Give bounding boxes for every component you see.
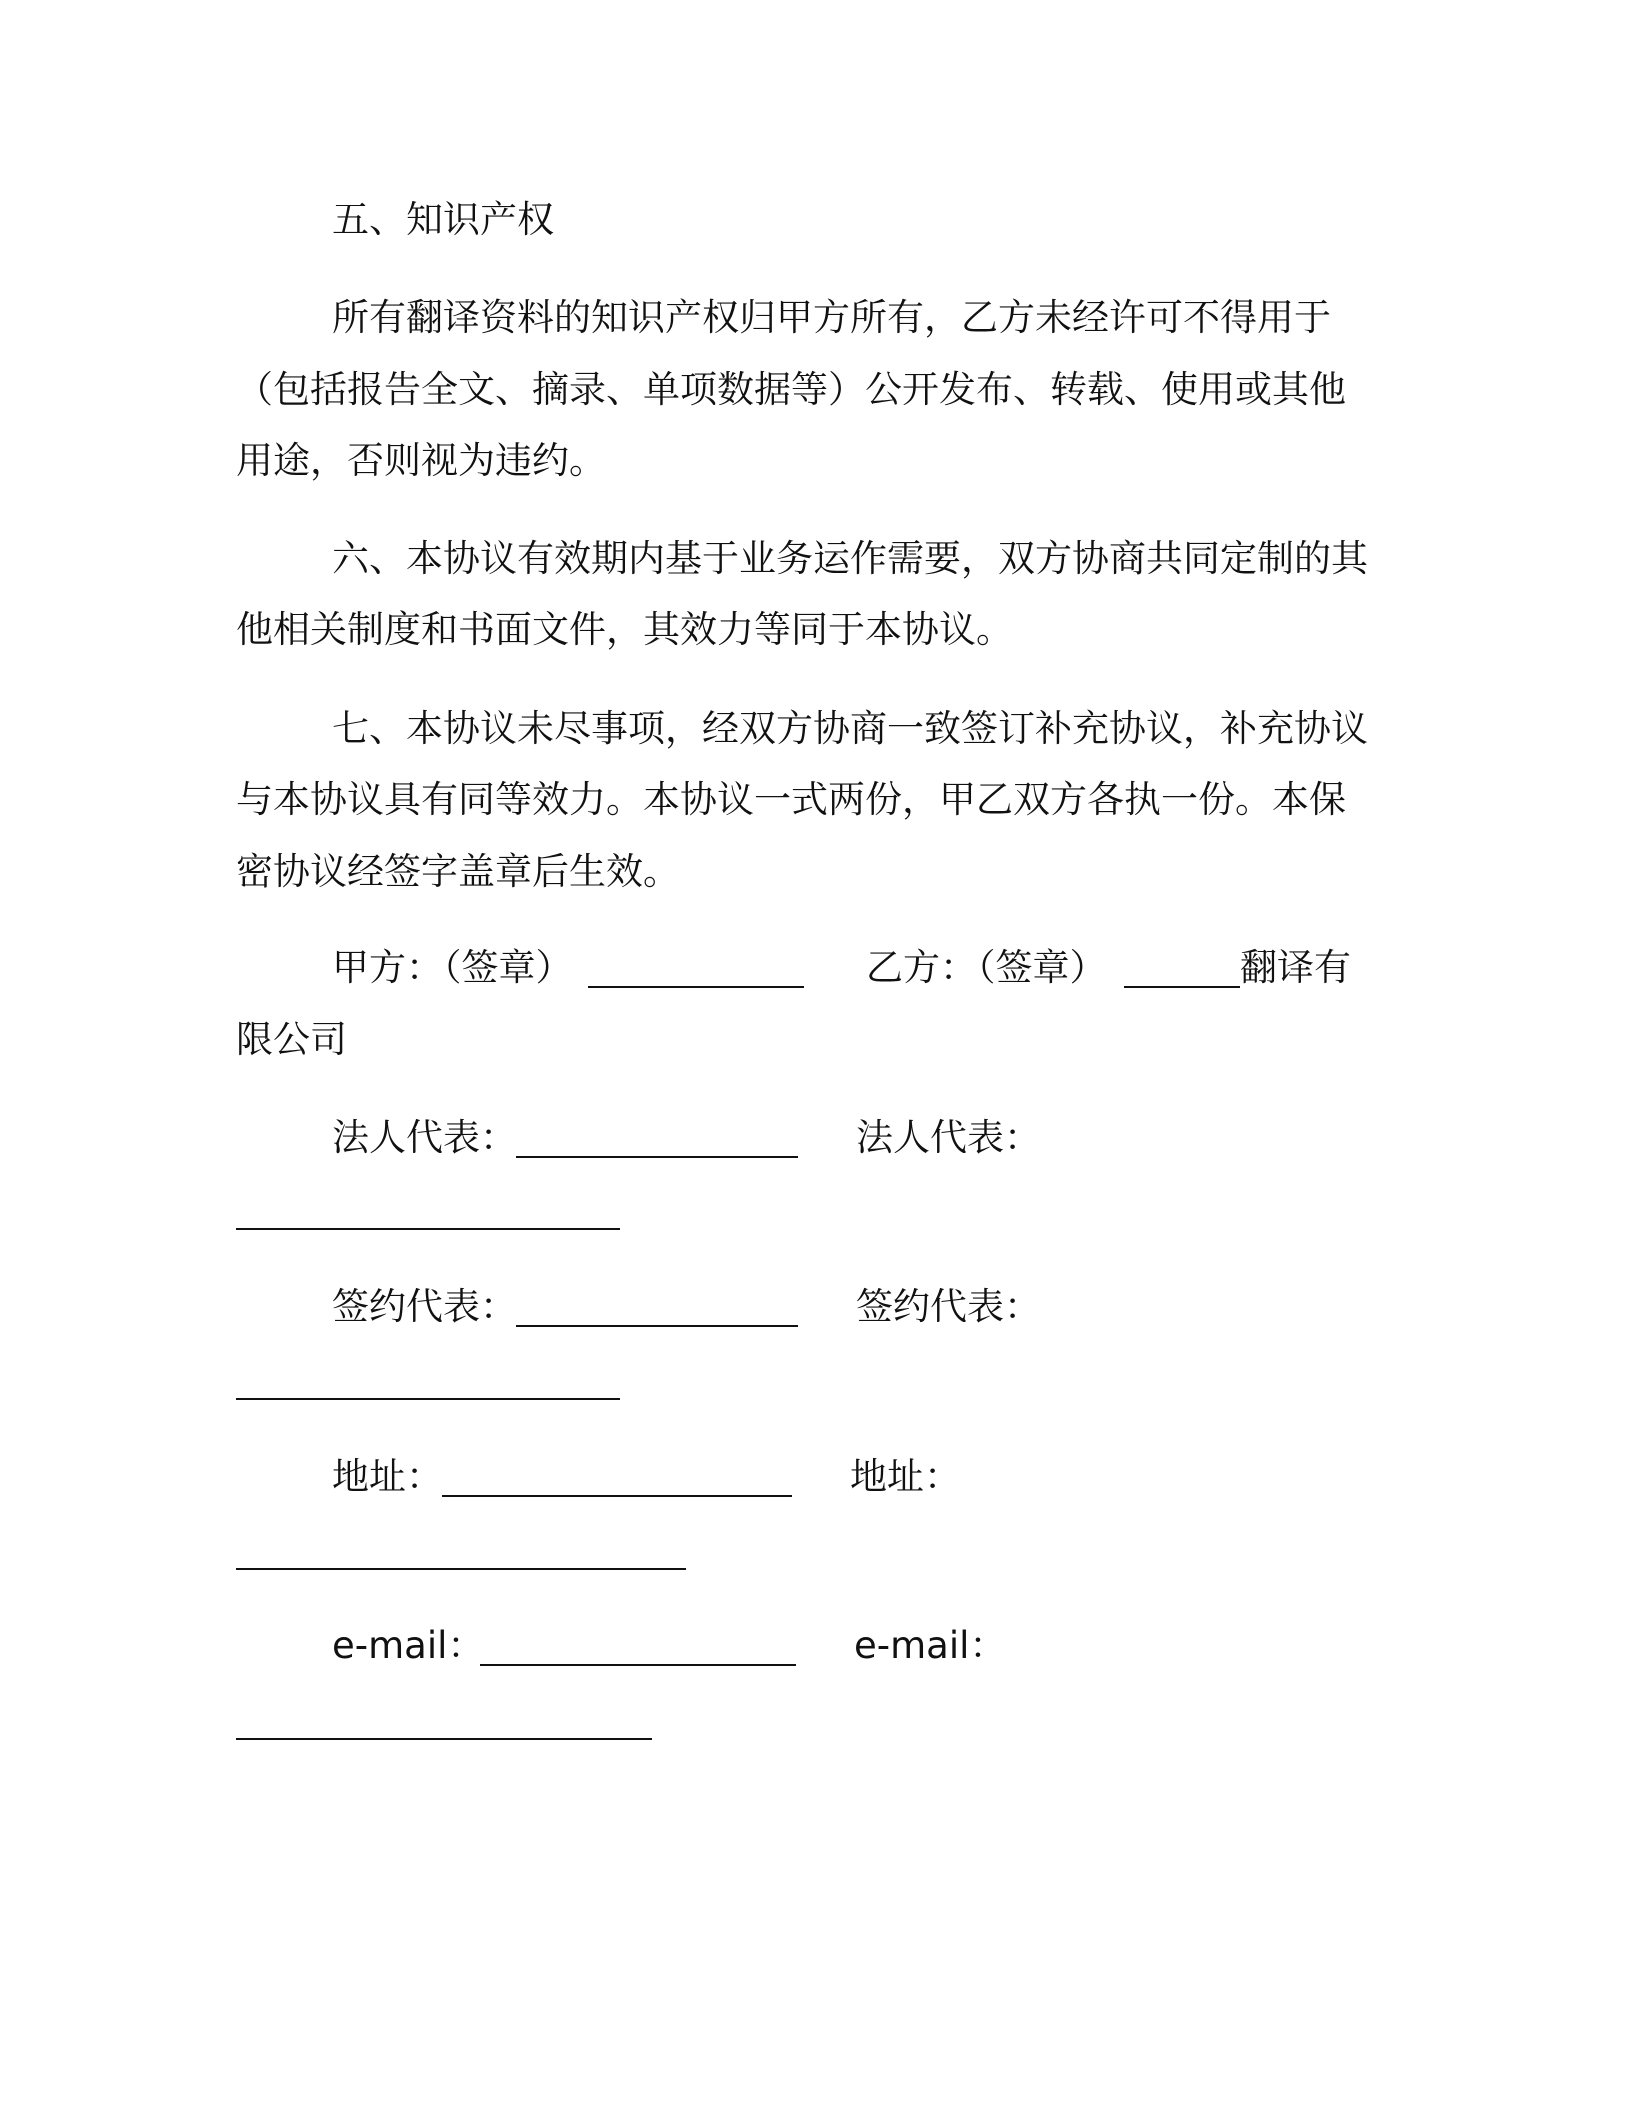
party-b-email-blank[interactable] bbox=[236, 1738, 652, 1740]
party-b-legal-rep-blank[interactable] bbox=[236, 1228, 620, 1230]
section-heading-intellectual-property: 五、知识产权 bbox=[332, 198, 554, 241]
party-b-address-label: 地址： bbox=[850, 1455, 961, 1498]
party-a-address-blank[interactable] bbox=[442, 1495, 792, 1497]
party-b-address-blank[interactable] bbox=[236, 1568, 686, 1570]
paragraph-line: 他相关制度和书面文件，其效力等同于本协议。 bbox=[236, 608, 1013, 651]
paragraph-line: 用途，否则视为违约。 bbox=[236, 439, 606, 482]
paragraph-line: 所有翻译资料的知识产权归甲方所有，乙方未经许可不得用于 bbox=[332, 296, 1331, 339]
paragraph-line: 密协议经签字盖章后生效。 bbox=[236, 850, 680, 893]
party-b-seal-label: 乙方：（签章） bbox=[866, 946, 1107, 989]
party-b-email-label: e-mail： bbox=[854, 1624, 1007, 1667]
party-b-company-suffix-cont: 限公司 bbox=[236, 1018, 347, 1061]
paragraph-line: 七、本协议未尽事项，经双方协商一致签订补充协议，补充协议 bbox=[332, 707, 1368, 750]
paragraph-line: （包括报告全文、摘录、单项数据等）公开发布、转载、使用或其他 bbox=[236, 368, 1346, 411]
party-a-seal-label: 甲方：（签章） bbox=[332, 946, 573, 989]
party-a-address-label: 地址： bbox=[332, 1455, 443, 1498]
party-a-email-label: e-mail： bbox=[332, 1624, 485, 1667]
party-b-legal-rep-label: 法人代表： bbox=[856, 1116, 1041, 1159]
party-a-seal-blank[interactable] bbox=[588, 986, 804, 988]
party-a-legal-rep-blank[interactable] bbox=[516, 1156, 798, 1158]
party-a-legal-rep-label: 法人代表： bbox=[332, 1116, 517, 1159]
party-b-seal-blank[interactable] bbox=[1124, 986, 1240, 988]
party-b-sign-rep-blank[interactable] bbox=[236, 1398, 620, 1400]
party-b-sign-rep-label: 签约代表： bbox=[856, 1285, 1041, 1328]
party-a-sign-rep-blank[interactable] bbox=[516, 1325, 798, 1327]
paragraph-line: 与本协议具有同等效力。本协议一式两份，甲乙双方各执一份。本保 bbox=[236, 778, 1346, 821]
party-a-sign-rep-label: 签约代表： bbox=[332, 1285, 517, 1328]
party-b-company-suffix: 翻译有 bbox=[1240, 946, 1351, 989]
paragraph-line: 六、本协议有效期内基于业务运作需要，双方协商共同定制的其 bbox=[332, 537, 1368, 580]
party-a-email-blank[interactable] bbox=[480, 1664, 796, 1666]
